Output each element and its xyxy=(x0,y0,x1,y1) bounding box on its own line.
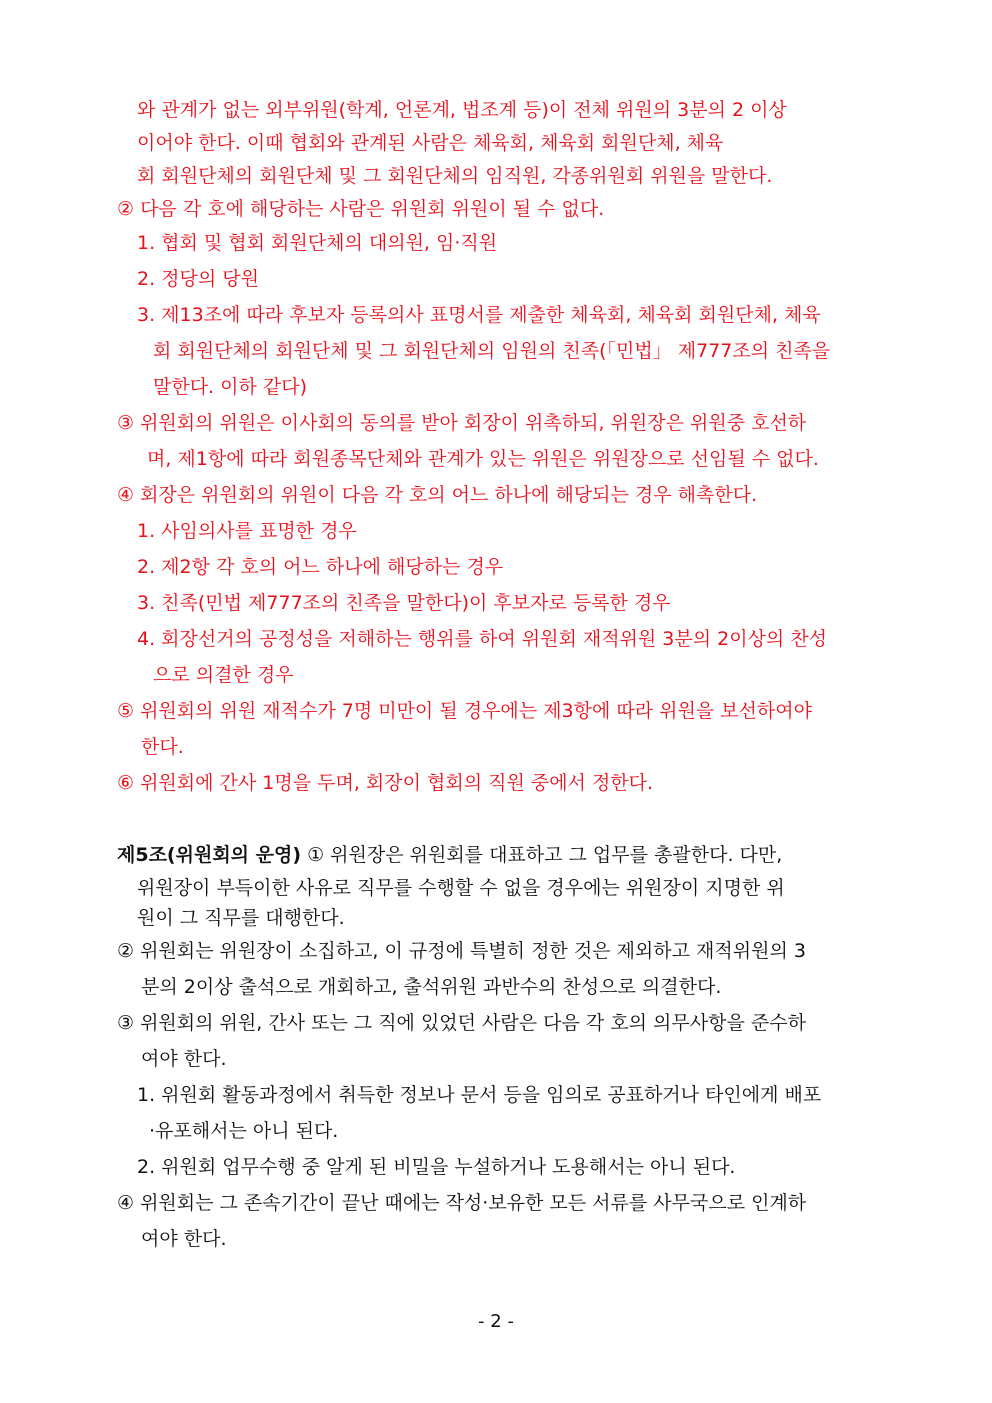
article5-paragraph-3-line-2: 여야 한다. xyxy=(141,1048,227,1070)
article5-p3-item-1: 1. 위원회 활동과정에서 취득한 정보나 문서 등을 임의로 공표하거나 타인에게 배포 xyxy=(137,1084,822,1106)
article5-line-2: 위원장이 부득이한 사유로 직무를 수행할 수 없을 경우에는 위원장이 지명한 위 xyxy=(137,877,785,899)
article4-paragraph-5-line-1: ⑤ 위원회의 위원 재적수가 7명 미만이 될 경우에는 제3항에 따라 위원을 보선하여야 xyxy=(117,700,812,722)
article5-p3-item-1-cont: ·유포해서는 아니 된다. xyxy=(149,1120,339,1142)
article5-first-line xyxy=(117,843,782,867)
article5-p3-item-2: 2. 위원회 업무수행 중 알게 된 비밀을 누설하거나 도용해서는 아니 된다. xyxy=(137,1156,736,1178)
article5-paragraph-1-start: ① 위원장은 위원회를 대표하고 그 업무를 총괄한다. 다만, xyxy=(301,844,783,866)
article5-line-3: 원이 그 직무를 대행한다. xyxy=(137,907,345,929)
article5-paragraph-3-line-1: ③ 위원회의 위원, 간사 또는 그 직에 있었던 사람은 다음 각 호의 의무사항을 준수하 xyxy=(117,1012,806,1034)
article5-paragraph-4-line-2: 여야 한다. xyxy=(141,1228,227,1250)
article4-line-3: 회 회원단체의 회원단체 및 그 회원단체의 임직원, 각종위원회 위원을 말한다. xyxy=(137,165,773,187)
article5-paragraph-2-line-2: 분의 2이상 출석으로 개회하고, 출석위원 과반수의 찬성으로 의결한다. xyxy=(141,976,722,998)
article5-paragraph-4-line-1: ④ 위원회는 그 존속기간이 끝난 때에는 작성·보유한 모든 서류를 사무국으로 인계하 xyxy=(117,1192,807,1214)
article4-paragraph-3-line-1: ③ 위원회의 위원은 이사회의 동의를 받아 회장이 위촉하되, 위원장은 위원중 호선하 xyxy=(117,412,807,434)
article4-p4-item-2: 2. 제2항 각 호의 어느 하나에 해당하는 경우 xyxy=(137,556,504,578)
article4-paragraph-5-line-2: 한다. xyxy=(141,736,184,758)
page-number: - 2 - xyxy=(478,1311,514,1332)
article4-p2-item-3-cont-1: 회 회원단체의 회원단체 및 그 회원단체의 임원의 친족(「민법」 제777조의 친족을 xyxy=(153,340,831,362)
article4-line-1: 와 관계가 없는 외부위원(학계, 언론계, 법조계 등)이 전체 위원의 3분의 2 이상 xyxy=(137,99,787,121)
article4-p4-item-1: 1. 사임의사를 표명한 경우 xyxy=(137,520,357,542)
article4-p4-item-4: 4. 회장선거의 공정성을 저해하는 행위를 하여 위원회 재적위원 3분의 2이상의 찬성 xyxy=(137,628,828,650)
article4-paragraph-2: ② 다음 각 호에 해당하는 사람은 위원회 위원이 될 수 없다. xyxy=(117,198,605,220)
article5-paragraph-2-line-1: ② 위원회는 위원장이 소집하고, 이 규정에 특별히 정한 것은 제외하고 재적위원의 3 xyxy=(117,940,806,962)
article4-paragraph-3-line-2: 며, 제1항에 따라 회원종목단체와 관계가 있는 위원은 위원장으로 선임될 수 없다. xyxy=(147,448,819,470)
article4-p4-item-3: 3. 친족(민법 제777조의 친족을 말한다)이 후보자로 등록한 경우 xyxy=(137,592,671,614)
article4-paragraph-6: ⑥ 위원회에 간사 1명을 두며, 회장이 협회의 직원 중에서 정한다. xyxy=(117,772,654,794)
article4-p2-item-1: 1. 협회 및 협회 회원단체의 대의원, 임·직원 xyxy=(137,232,498,254)
article4-paragraph-4: ④ 회장은 위원회의 위원이 다음 각 호의 어느 하나에 해당되는 경우 해촉한다. xyxy=(117,484,758,506)
article4-p4-item-4-cont: 으로 의결한 경우 xyxy=(153,664,294,686)
article5-heading: 제5조(위원회의 운영) xyxy=(117,844,302,866)
article4-p2-item-2: 2. 정당의 당원 xyxy=(137,268,259,290)
article4-p2-item-3: 3. 제13조에 따라 후보자 등록의사 표명서를 제출한 체육회, 체육회 회원단체, 체육 xyxy=(137,304,821,326)
article4-line-2: 이어야 한다. 이때 협회와 관계된 사람은 체육회, 체육회 회원단체, 체육 xyxy=(137,132,724,154)
article4-p2-item-3-cont-2: 말한다. 이하 같다) xyxy=(153,376,308,398)
